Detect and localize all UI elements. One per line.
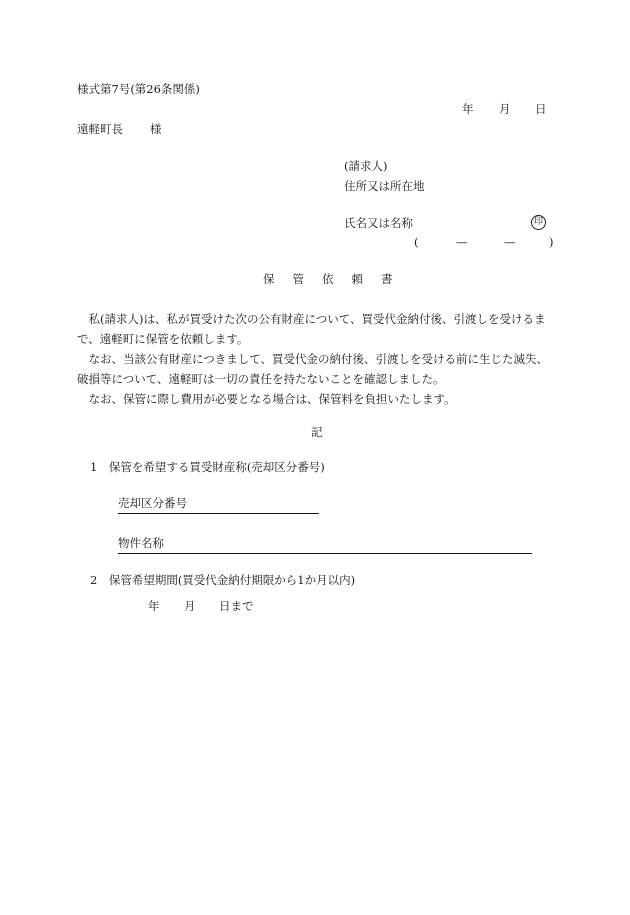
property-name-field: 物件名称 (118, 538, 532, 554)
body-text (77, 309, 555, 409)
ki-heading: 記 (311, 425, 323, 439)
until-year-label: 年 (148, 599, 160, 613)
item-1-heading: 1 保管を希望する買受財産称(売却区分番号) (90, 460, 325, 474)
seal-mark: 印 (531, 215, 546, 230)
phone-dash-1: — (456, 235, 468, 249)
form-number: 様式第7号(第26条関係) (77, 82, 200, 96)
sale-number-field: 売却区分番号 (118, 498, 319, 514)
item-2-heading: 2 保管希望期間(買受代金納付期限から1か月以内) (90, 573, 356, 587)
body-paragraph-3: なお、保管に際し費用が必要となる場合は、保管料を負担いたします。 (88, 392, 456, 406)
phone-number-field (414, 237, 554, 251)
address-label: 住所又は所在地 (344, 179, 425, 193)
date-day-label: 日 (535, 102, 547, 116)
date-year-label: 年 (462, 102, 474, 116)
storage-until-date (148, 601, 268, 615)
body-paragraph-1: 私(請求人)は、私が買受けた次の公有財産について、買受代金納付後、引渡しを受けるまで、遠軽町に保管を依頼します。 (77, 312, 546, 346)
document-title: 保管依頼書 (263, 272, 411, 286)
body-paragraph-2: なお、当該公有財産につきまして、買受代金の納付後、引渡しを受ける前に生じた滅失、破損等について、遠軽町は一切の責任を持たないことを確認しました。 (77, 352, 549, 386)
phone-dash-2: — (504, 235, 516, 249)
until-day-label: 日まで (219, 599, 254, 613)
phone-open-paren: ( (414, 235, 419, 249)
date-month-label: 月 (499, 102, 511, 116)
requester-heading: (請求人) (344, 159, 388, 173)
phone-close-paren: ) (549, 235, 554, 249)
until-month-label: 月 (184, 599, 196, 613)
addressee-honorific: 様 (150, 122, 162, 136)
name-label: 氏名又は名称 (344, 216, 413, 230)
addressee-name: 遠軽町長 (77, 122, 123, 136)
